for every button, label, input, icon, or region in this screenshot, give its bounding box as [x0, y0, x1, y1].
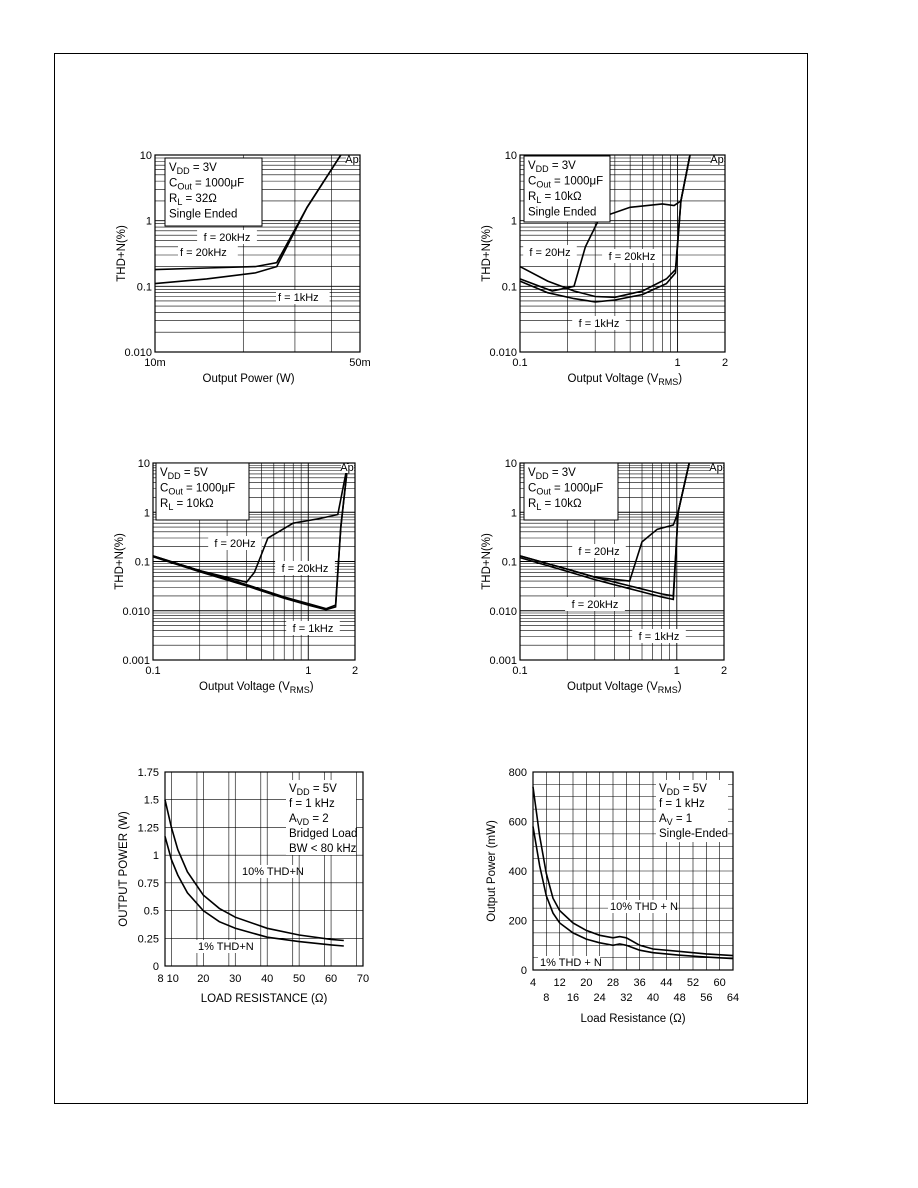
condition-line: RL = 10kΩ [528, 191, 582, 205]
y-tick-label: 0.010 [489, 347, 517, 359]
x-tick-label: 24 [593, 992, 606, 1004]
y-tick-label: 1.25 [137, 822, 159, 835]
y-axis-label: THD+N(%) [481, 533, 493, 590]
x-tick-label: 20 [580, 977, 593, 989]
output-power-vs-load-bridged-chart [110, 760, 390, 1010]
y-tick-label: 1.5 [143, 794, 159, 807]
y-axis-label: THD+N(%) [114, 533, 126, 590]
x-tick-label: 10m [144, 357, 166, 369]
y-tick-label: 0.1 [501, 281, 517, 294]
x-tick-label: 56 [700, 992, 713, 1004]
x-tick-label: 70 [356, 973, 370, 985]
y-tick-label: 1 [510, 215, 517, 228]
condition-line: AVD = 2 [289, 813, 329, 827]
y-tick-label: 0 [520, 965, 527, 977]
curve-annotation: 10% THD + N [610, 901, 678, 913]
x-axis-label: Output Voltage (VRMS) [567, 373, 683, 387]
y-tick-label: 0.1 [136, 281, 152, 294]
condition-line: AV = 1 [659, 813, 693, 827]
curve-annotation: f = 1kHz [578, 318, 620, 330]
y-tick-label: 0.010 [489, 605, 517, 618]
condition-line: f = 1 kHz [659, 798, 705, 810]
condition-line: Single Ended [169, 208, 238, 221]
x-tick-label: 60 [324, 973, 338, 985]
x-tick-label: 52 [686, 977, 700, 989]
condition-line: f = 1 kHz [289, 798, 335, 810]
output-power-vs-load-single-ended-chart [478, 760, 758, 1035]
x-tick-label: 50m [349, 357, 371, 369]
condition-line: Single Ended [528, 206, 597, 219]
curve-annotation: 1% THD + N [540, 957, 602, 969]
y-tick-label: 0.010 [122, 605, 150, 618]
x-tick-label: 12 [553, 977, 566, 989]
x-axis-label: LOAD RESISTANCE (Ω) [200, 993, 328, 1005]
thd-vs-output-voltage-3v-chart-2 [468, 455, 768, 705]
curve-annotation: f = 20Hz [529, 247, 571, 259]
y-tick-label: 0.5 [143, 905, 159, 918]
x-axis-label: Output Power (W) [202, 373, 295, 385]
curve-annotation: f = 20kHz [180, 247, 227, 259]
y-tick-label: 800 [508, 767, 527, 779]
condition-line: Single-Ended [659, 828, 729, 840]
y-tick-label: 10 [137, 458, 150, 470]
x-tick-label: 32 [620, 992, 633, 1004]
y-tick-label: 1 [143, 507, 150, 520]
curve-annotation: f = 20Hz [214, 538, 256, 550]
y-tick-label: 0.25 [137, 933, 159, 946]
x-tick-label: 0.1 [145, 665, 161, 677]
x-tick-label: 8 [543, 992, 550, 1004]
x-tick-label: 0.1 [512, 357, 528, 369]
curve-annotation: f = 1kHz [292, 623, 334, 635]
x-axis-label: Load Resistance (Ω) [580, 1013, 686, 1025]
y-tick-label: 1.75 [137, 767, 159, 779]
condition-line: BW < 80 kHz [289, 843, 357, 855]
condition-line: VDD = 3V [169, 162, 217, 176]
ap-badge: Ap [709, 462, 723, 474]
curve-annotation: f = 1kHz [278, 292, 319, 304]
x-tick-label: 36 [633, 977, 646, 989]
y-tick-label: 0 [152, 961, 159, 973]
curve-annotation: 1% THD+N [198, 941, 254, 953]
y-tick-label: 0.001 [489, 655, 517, 667]
x-tick-label: 1 [674, 357, 681, 369]
x-tick-label: 2 [721, 357, 729, 369]
thd-vs-output-voltage-3v-chart [468, 145, 768, 395]
y-axis-label: THD+N(%) [481, 225, 493, 282]
y-axis-label: THD+N(%) [116, 225, 128, 282]
x-tick-label: 2 [720, 665, 728, 677]
y-tick-label: 0.010 [124, 347, 152, 359]
condition-line: RL = 10kΩ [160, 498, 214, 512]
y-axis-label: OUTPUT POWER (W) [118, 811, 130, 927]
condition-line: COut = 1000μF [160, 482, 236, 497]
x-tick-label: 0.1 [512, 665, 528, 677]
x-tick-label: 1 [305, 665, 312, 677]
x-tick-label: 48 [673, 992, 686, 1004]
x-tick-label: 60 [713, 977, 726, 989]
y-tick-label: 1 [510, 507, 517, 520]
condition-line: VDD = 5V [160, 467, 208, 481]
condition-line: COut = 1000μF [528, 175, 604, 190]
curve-annotation: f = 1kHz [638, 631, 680, 643]
ap-badge: Ap [345, 154, 359, 166]
thd-vs-output-voltage-5v-chart [100, 455, 400, 705]
x-tick-label: 40 [261, 973, 274, 985]
y-tick-label: 10 [504, 458, 517, 470]
x-tick-label: 40 [646, 992, 660, 1004]
condition-line: RL = 10kΩ [528, 498, 582, 512]
curve-annotation: f = 20kHz [608, 251, 656, 263]
y-tick-label: 600 [508, 816, 527, 829]
curve-annotation: f = 20kHz [281, 563, 329, 575]
y-tick-label: 400 [508, 866, 527, 878]
x-tick-label: 16 [566, 992, 580, 1004]
x-tick-label: 64 [726, 992, 740, 1004]
condition-line: VDD = 3V [528, 467, 576, 481]
condition-line: VDD = 5V [659, 783, 707, 797]
x-axis-label: Output Voltage (VRMS) [199, 681, 314, 695]
ap-badge: Ap [710, 154, 724, 166]
x-tick-label: 28 [606, 977, 620, 989]
y-tick-label: 0.75 [137, 877, 159, 890]
y-tick-label: 200 [508, 915, 527, 928]
x-tick-label: 20 [197, 973, 210, 985]
condition-line: COut = 1000μF [528, 482, 604, 497]
x-tick-label: 44 [660, 977, 673, 989]
curve-annotation: f = 20kHz [571, 599, 619, 611]
y-tick-label: 1 [145, 215, 152, 228]
x-tick-label: 1 [673, 665, 680, 677]
condition-line: Bridged Load [289, 828, 358, 840]
condition-line: VDD = 3V [528, 160, 576, 174]
x-tick-label: 2 [351, 665, 359, 677]
x-axis-label: Output Voltage (VRMS) [567, 681, 682, 695]
y-axis-label: Output Power (mW) [486, 820, 498, 922]
x-tick-label: 30 [229, 973, 242, 985]
ap-badge: Ap [340, 462, 354, 474]
y-tick-label: 10 [504, 150, 517, 162]
y-tick-label: 0.1 [134, 556, 150, 569]
curve-annotation: f = 20kHz [203, 232, 251, 244]
y-tick-label: 0.001 [122, 655, 150, 667]
y-tick-label: 10 [139, 150, 152, 162]
condition-line: RL = 32Ω [169, 193, 217, 207]
curve-annotation: f = 20Hz [578, 546, 620, 558]
y-tick-label: 0.1 [501, 556, 517, 569]
y-tick-label: 1 [152, 850, 159, 863]
x-tick-label: 4 [529, 977, 537, 989]
condition-line: COut = 1000μF [169, 177, 245, 192]
x-tick-label: 50 [293, 973, 306, 985]
curve-annotation: 10% THD+N [242, 866, 304, 878]
x-tick-label: 8 10 [157, 973, 179, 985]
thd-vs-output-power-chart [100, 145, 400, 395]
condition-line: VDD = 5V [289, 783, 337, 797]
